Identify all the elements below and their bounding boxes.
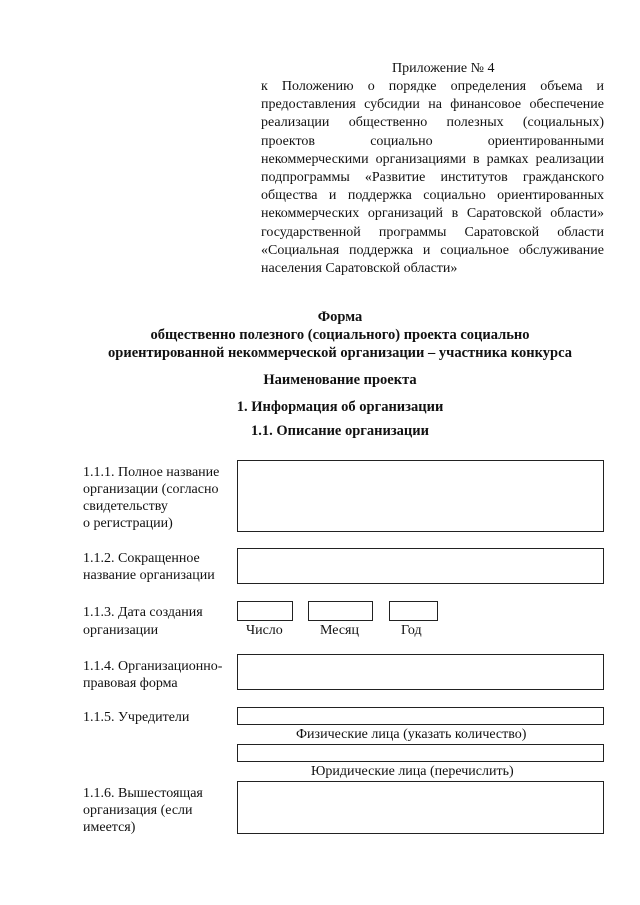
year-caption: Год: [401, 623, 422, 638]
month-caption: Месяц: [320, 623, 359, 638]
parent-org-label-line2: организация (если: [83, 803, 193, 818]
full-name-label-line4: о регистрации): [83, 516, 173, 531]
parent-org-label-line1: 1.1.6. Вышестоящая: [83, 786, 203, 801]
full-name-label-line2: организации (согласно: [83, 482, 219, 497]
form-subtitle-line1: общественно полезного (социального) проекта социально: [150, 327, 530, 343]
short-name-label-line1: 1.1.2. Сокращенное: [83, 551, 200, 566]
year-field[interactable]: [389, 601, 438, 621]
project-name-heading: Наименование проекта: [263, 372, 417, 388]
legal-entities-caption: Юридические лица (перечислить): [311, 764, 514, 779]
day-field[interactable]: [237, 601, 293, 621]
legal-form-label-line1: 1.1.4. Организационно-: [83, 659, 223, 674]
full-name-field[interactable]: [237, 460, 604, 532]
parent-org-label-line3: имеется): [83, 820, 136, 835]
parent-org-field[interactable]: [237, 781, 604, 834]
individuals-caption: Физические лица (указать количество): [296, 727, 527, 742]
form-subtitle-line2: ориентированной некоммерческой организации – участника конкурса: [108, 345, 572, 361]
legal-entities-field[interactable]: [237, 744, 604, 762]
full-name-label-line1: 1.1.1. Полное название: [83, 465, 220, 480]
legal-form-label-line2: правовая форма: [83, 676, 178, 691]
short-name-label-line2: название организации: [83, 568, 215, 583]
section-1-1-heading: 1.1. Описание организации: [251, 423, 429, 439]
short-name-field[interactable]: [237, 548, 604, 584]
month-field[interactable]: [308, 601, 373, 621]
full-name-label-line3: свидетельству: [83, 499, 168, 514]
appendix-title: Приложение № 4: [392, 61, 495, 76]
creation-date-label-line2: организации: [83, 623, 159, 638]
legal-form-field[interactable]: [237, 654, 604, 690]
creation-date-label-line1: 1.1.3. Дата создания: [83, 605, 203, 620]
form-title: Форма: [317, 309, 363, 325]
section-1-heading: 1. Информация об организации: [236, 399, 444, 415]
appendix-body: к Положению о порядке определения объема и предоставления субсидии на финансовое обеспечение реализации общественно полезных (социальных) проектов социально ориентированными некоммерческими организациями в рамках реализации подпрограммы «Развитие институтов гражданского общества и поддержка социально ориентированных некоммерческих организаций в Саратовской области» государственной программы Саратовской области «Социальная поддержка и социальное обслуживание населения Саратовской области»: [261, 79, 604, 277]
founders-label: 1.1.5. Учредители: [83, 710, 190, 725]
individuals-field[interactable]: [237, 707, 604, 725]
day-caption: Число: [246, 623, 283, 638]
